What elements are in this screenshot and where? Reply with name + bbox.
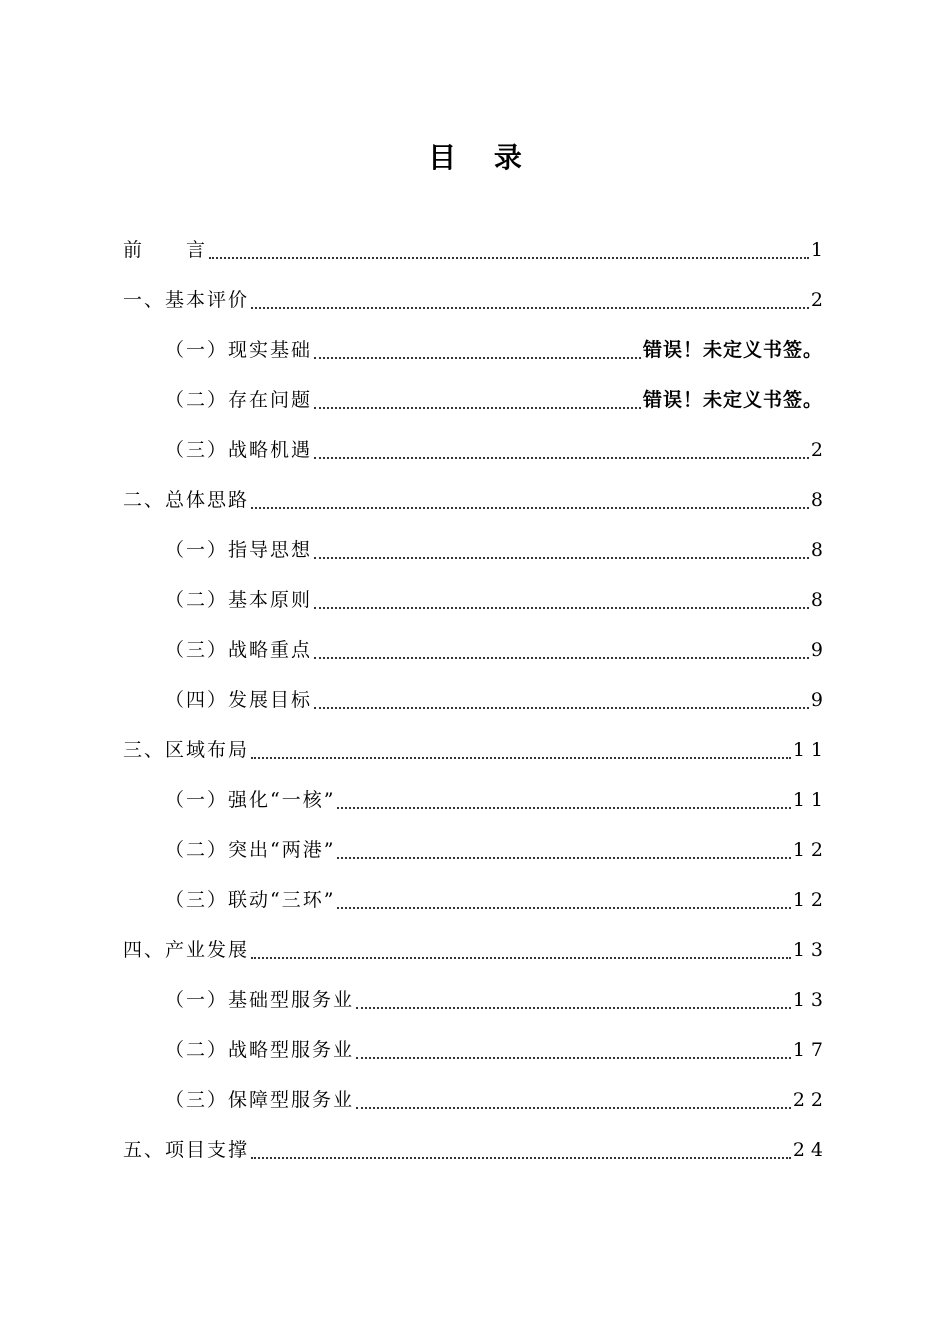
toc-dot-leader [251,485,809,509]
toc-entry[interactable] [123,935,829,965]
toc-entry-label: 前 言 [123,239,208,261]
toc-entry-page-number: 13 [792,939,829,961]
toc-entry-label: 一、基本评价 [123,289,250,311]
toc-entry-label: （四）发展目标 [165,689,313,711]
toc-entry[interactable] [123,485,829,515]
toc-entry[interactable] [165,435,829,465]
toc-dot-leader [209,235,809,259]
toc-dot-leader [251,735,791,759]
toc-entry[interactable] [165,535,829,565]
toc-entry-page-number: 8 [810,489,829,511]
toc-entry-page-number: 17 [792,1039,829,1061]
toc-entry[interactable] [123,285,829,315]
toc-entry-label: （三）联动“三环” [165,889,336,911]
toc-dot-leader [314,585,809,609]
toc-entry[interactable] [165,585,829,615]
toc-entry-label: （三）战略重点 [165,639,313,661]
toc-entry-page-number: 11 [792,789,829,811]
toc-entry-label: （二）基本原则 [165,589,313,611]
toc-entry[interactable] [123,735,829,765]
toc-dot-leader [251,935,791,959]
toc-dot-leader [314,385,641,409]
toc-dot-leader [314,685,809,709]
toc-entry[interactable] [165,1035,829,1065]
toc-entry-label: （三）战略机遇 [165,439,313,461]
toc-entry-label: （二）突出“两港” [165,839,336,861]
toc-dot-leader [314,635,809,659]
toc-entry[interactable] [165,385,823,415]
toc-entry-label: （二）存在问题 [165,389,313,411]
toc-dot-leader [356,985,791,1009]
toc-entry-page-number: 24 [792,1139,829,1161]
toc-dot-leader [337,885,790,909]
toc-entry[interactable] [123,1135,829,1165]
toc-entry-label: （一）基础型服务业 [165,989,355,1011]
toc-entry-error-text: 错误！未定义书签。 [642,389,823,411]
toc-entry-label: （一）现实基础 [165,339,313,361]
toc-entry-page-number: 2 [810,439,829,461]
toc-entry-label: 四、产业发展 [123,939,250,961]
toc-entry-page-number: 1 [810,239,829,261]
toc-entry-page-number: 11 [792,739,829,761]
toc-entry-page-number: 9 [810,689,829,711]
toc-entry-error-text: 错误！未定义书签。 [642,339,823,361]
toc-dot-leader [314,435,809,459]
toc-entry[interactable] [165,785,829,815]
toc-entry[interactable] [165,1085,829,1115]
toc-dot-leader [337,835,790,859]
toc-dot-leader [356,1035,791,1059]
toc-dot-leader [314,335,641,359]
toc-entry-page-number: 22 [792,1089,829,1111]
toc-entry[interactable] [165,635,829,665]
toc-dot-leader [356,1085,791,1109]
toc-entry[interactable] [165,835,829,865]
toc-entry[interactable] [165,685,829,715]
toc-entry[interactable] [165,985,829,1015]
toc-dot-leader [251,1135,791,1159]
toc-entry-label: 二、总体思路 [123,489,250,511]
toc-entry-label: （一）强化“一核” [165,789,336,811]
toc-entry-page-number: 8 [810,589,829,611]
toc-entry-page-number: 2 [810,289,829,311]
toc-entry-page-number: 8 [810,539,829,561]
toc-dot-leader [314,535,809,559]
page-title: 目 录 [428,141,536,174]
toc-entry-label: （一）指导思想 [165,539,313,561]
toc-entry-page-number: 13 [792,989,829,1011]
toc-entry-label: 五、项目支撑 [123,1139,250,1161]
toc-entry[interactable] [165,335,823,365]
toc-entry-label: 三、区域布局 [123,739,250,761]
toc-dot-leader [251,285,809,309]
toc-entry-label: （三）保障型服务业 [165,1089,355,1111]
toc-entry-label: （二）战略型服务业 [165,1039,355,1061]
toc-entry-page-number: 12 [792,889,829,911]
toc-entry[interactable] [123,235,829,265]
toc-entry-page-number: 9 [810,639,829,661]
toc-entry-page-number: 12 [792,839,829,861]
toc-dot-leader [337,785,790,809]
toc-entry[interactable] [165,885,829,915]
